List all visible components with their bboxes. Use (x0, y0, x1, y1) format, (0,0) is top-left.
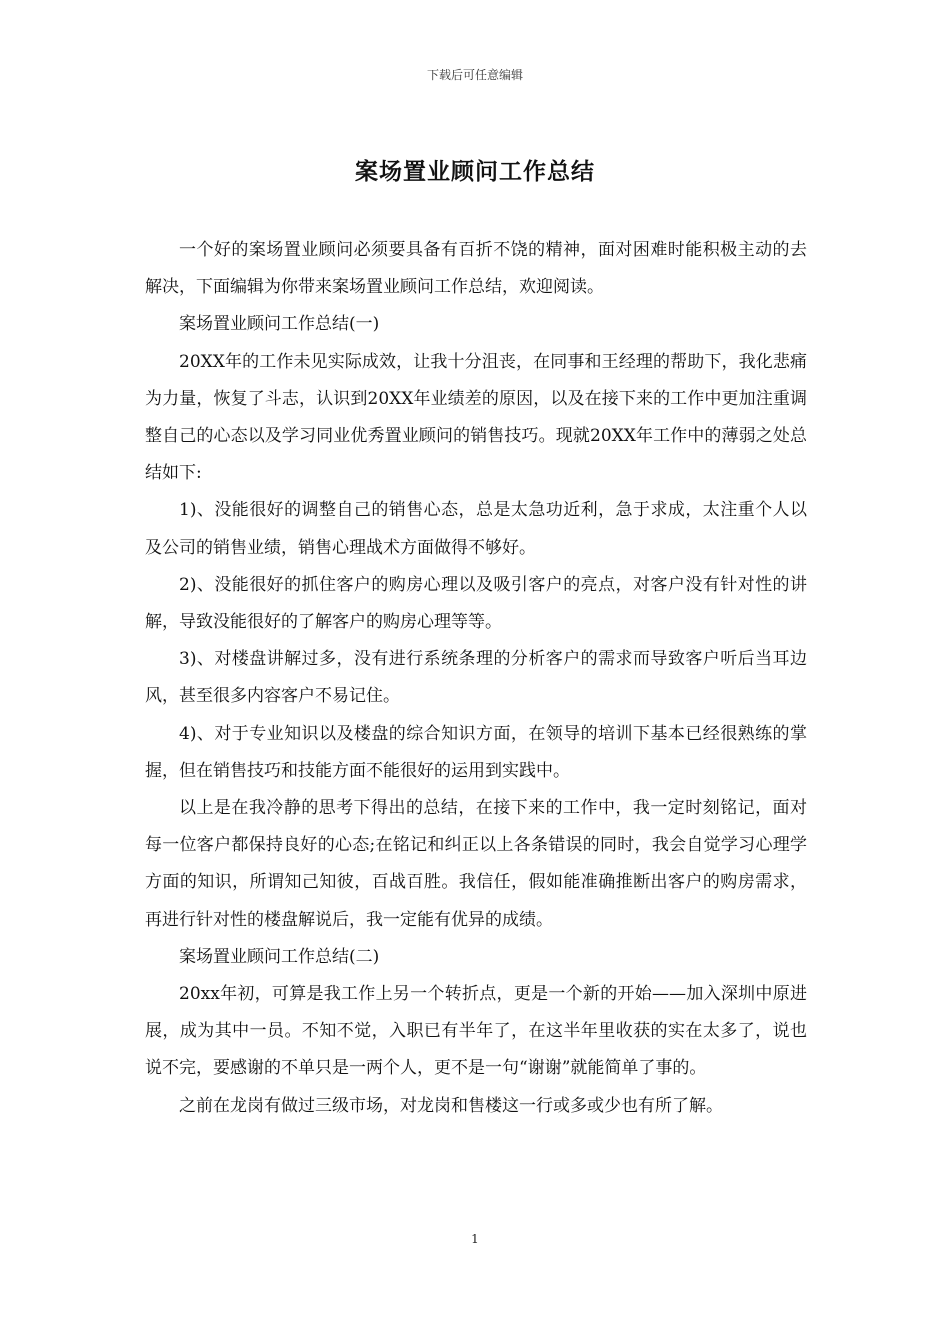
paragraph: 以上是在我冷静的思考下得出的总结，在接下来的工作中，我一定时刻铭记，面对每一位客户都保持良好的心态;在铭记和纠正以上各条错误的同时，我会自觉学习心理学方面的知识，所谓知己知彼，百战百胜。我信任，假如能准确推断出客户的购房需求，再进行针对性的楼盘解说后，我一定能有优异的成绩。 (145, 798, 807, 930)
paragraph: 20xx年初，可算是我工作上另一个转折点，更是一个新的开始——加入深圳中原进展，成为其中一员。不知不觉，入职已有半年了，在这半年里收获的实在太多了，说也说不完，要感谢的不单只是一两个人，更不是一句“谢谢”就能简单了事的。 (145, 984, 807, 1079)
list-item-1: 1)、没能很好的调整自己的销售心态，总是太急功近利，急于求成，太注重个人以及公司的销售业绩，销售心理战术方面做得不够好。 (145, 500, 807, 558)
section-heading-2: 案场置业顾问工作总结(二) (179, 946, 380, 967)
list-item-4: 4)、对于专业知识以及楼盘的综合知识方面，在领导的培训下基本已经很熟练的掌握，但在销售技巧和技能方面不能很好的运用到实践中。 (145, 723, 807, 781)
list-item-3: 3)、对楼盘讲解过多，没有进行系统条理的分析客户的需求而导致客户听后当耳边风，甚至很多内容客户不易记住。 (145, 649, 807, 707)
paragraph: 之前在龙岗有做过三级市场，对龙岗和售楼这一行或多或少也有所了解。 (179, 1095, 723, 1116)
document-body (145, 232, 807, 1125)
section-heading-1: 案场置业顾问工作总结(一) (179, 314, 380, 335)
page-number: 1 (471, 1232, 479, 1246)
paragraph-intro: 一个好的案场置业顾问必须要具备有百折不饶的精神，面对困难时能积极主动的去解决，下面编辑为你带来案场置业顾问工作总结，欢迎阅读。 (145, 240, 807, 298)
page-header-note: 下载后可任意编辑 (426, 68, 523, 82)
document-title: 案场置业顾问工作总结 (355, 158, 595, 185)
list-item-2: 2)、没能很好的抓住客户的购房心理以及吸引客户的亮点，对客户没有针对性的讲解，导致没能很好的了解客户的购房心理等等。 (145, 574, 807, 633)
paragraph: 20XX年的工作未见实际成效，让我十分沮丧，在同事和王经理的帮助下，我化悲痛为力量，恢复了斗志，认识到20XX年业绩差的原因，以及在接下来的工作中更加注重调整自己的心态以及学习同业优秀置业顾问的销售技巧。现就20XX年工作中的薄弱之处总结如下: (145, 351, 807, 484)
